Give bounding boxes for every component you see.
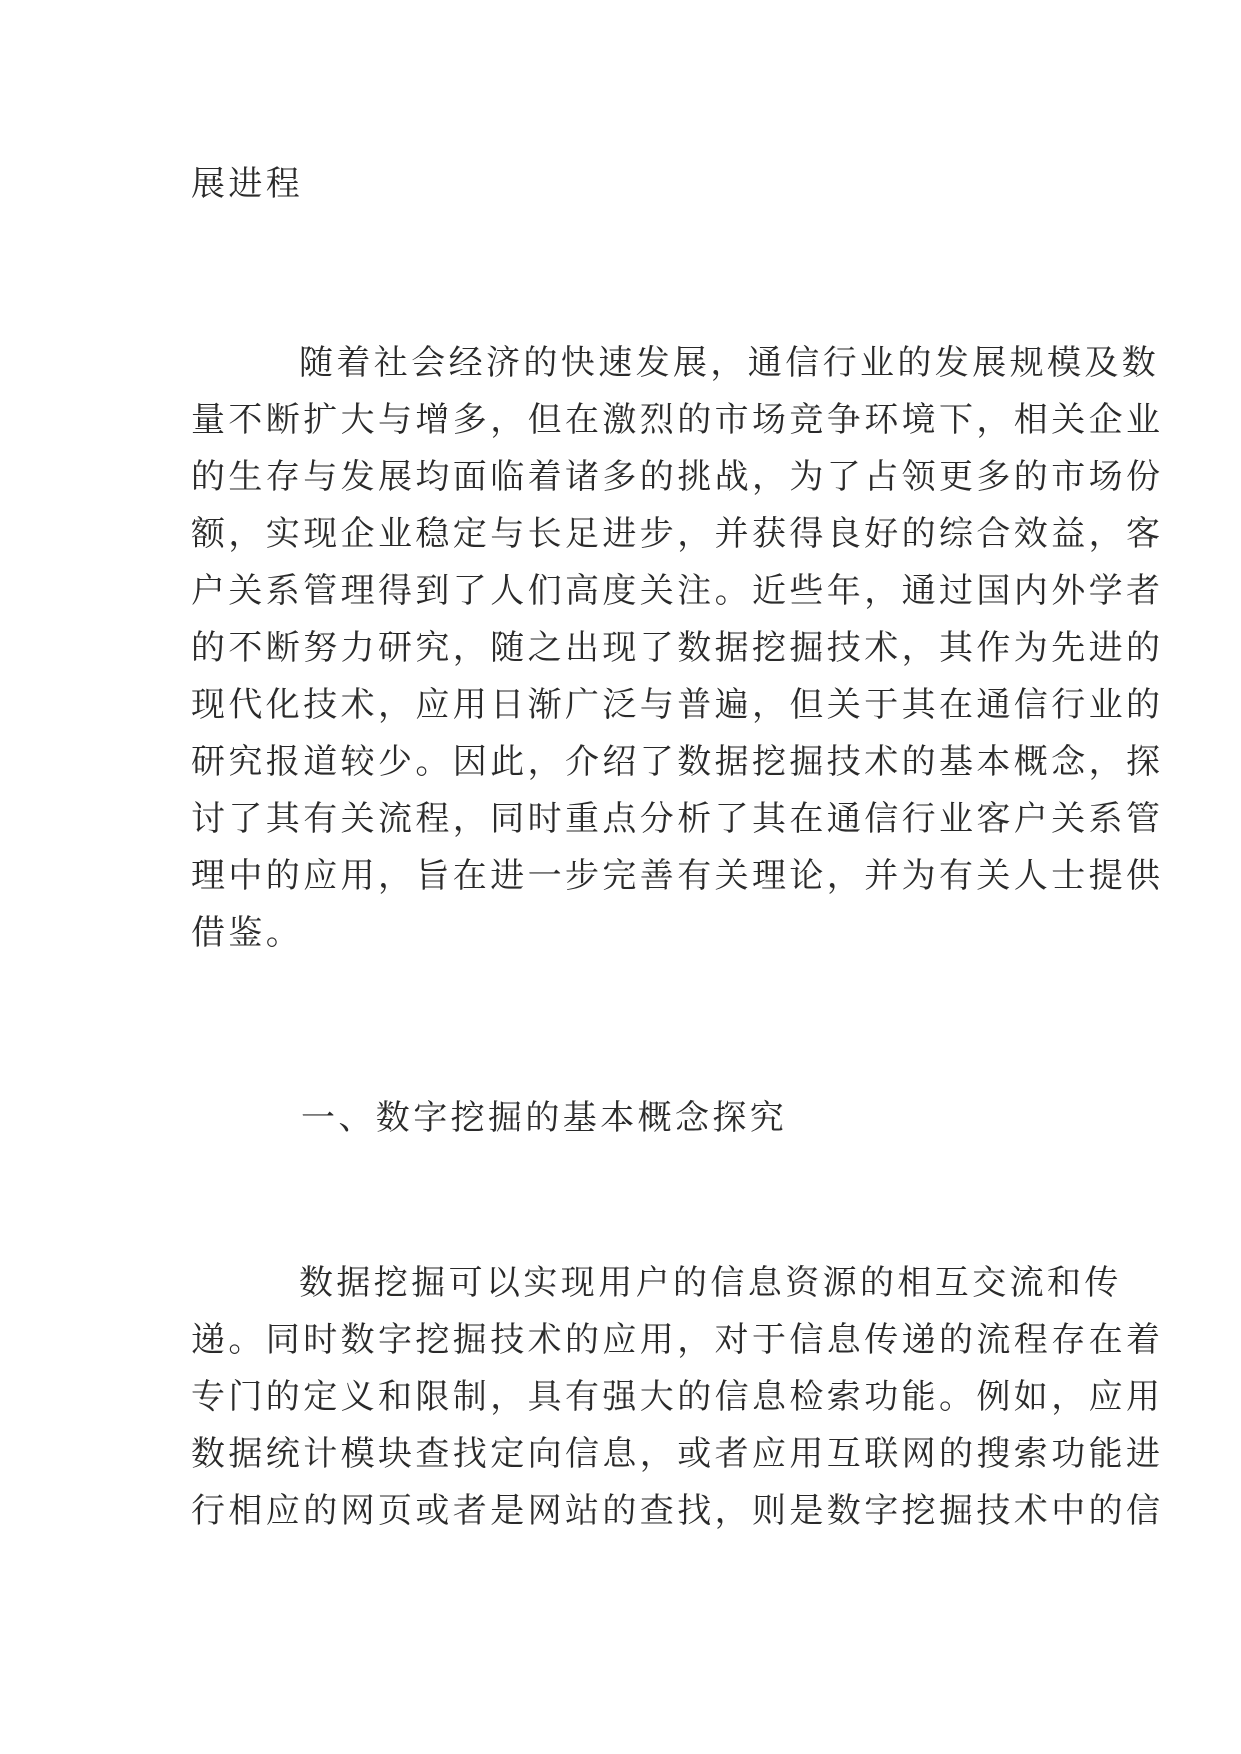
paragraph-line: 行相应的网页或者是网站的查找，则是数字挖掘技术中的信 — [191, 1491, 1164, 1531]
section-heading — [191, 1090, 1161, 1147]
section-heading-text: 一、数字挖掘的基本概念探究 — [301, 1098, 788, 1138]
paragraph-line: 的生存与发展均面临着诸多的挑战，为了占领更多的市场份 — [191, 457, 1164, 497]
paragraph-line: 额，实现企业稳定与长足进步，并获得良好的综合效益，客 — [191, 514, 1164, 554]
paragraph-line: 研究报道较少。因此，介绍了数据挖掘技术的基本概念，探 — [191, 742, 1164, 782]
body-paragraph — [191, 1255, 1164, 1540]
paragraph-line: 现代化技术，应用日渐广泛与普遍，但关于其在通信行业的 — [191, 685, 1164, 725]
paragraph-line: 专门的定义和限制，具有强大的信息检索功能。例如，应用 — [191, 1377, 1164, 1417]
paragraph-line: 数据统计模块查找定向信息，或者应用互联网的搜索功能进 — [191, 1434, 1164, 1474]
intro-paragraph — [191, 335, 1164, 962]
paragraph-line: 数据挖掘可以实现用户的信息资源的相互交流和传 — [299, 1263, 1122, 1303]
paragraph-line: 借鉴。 — [191, 913, 304, 953]
paragraph-line: 随着社会经济的快速发展，通信行业的发展规模及数 — [299, 343, 1160, 383]
paragraph-line: 递。同时数字挖掘技术的应用，对于信息传递的流程存在着 — [191, 1320, 1164, 1360]
paragraph-line: 的不断努力研究，随之出现了数据挖掘技术，其作为先进的 — [191, 628, 1164, 668]
paragraph-line: 讨了其有关流程，同时重点分析了其在通信行业客户关系管 — [191, 799, 1164, 839]
paragraph-line: 量不断扩大与增多，但在激烈的市场竞争环境下，相关企业 — [191, 400, 1164, 440]
continued-heading-text: 展进程 — [191, 164, 304, 204]
continued-heading — [191, 156, 1051, 213]
paragraph-line: 户关系管理得到了人们高度关注。近些年，通过国内外学者 — [191, 571, 1164, 611]
paragraph-line: 理中的应用，旨在进一步完善有关理论，并为有关人士提供 — [191, 856, 1164, 896]
